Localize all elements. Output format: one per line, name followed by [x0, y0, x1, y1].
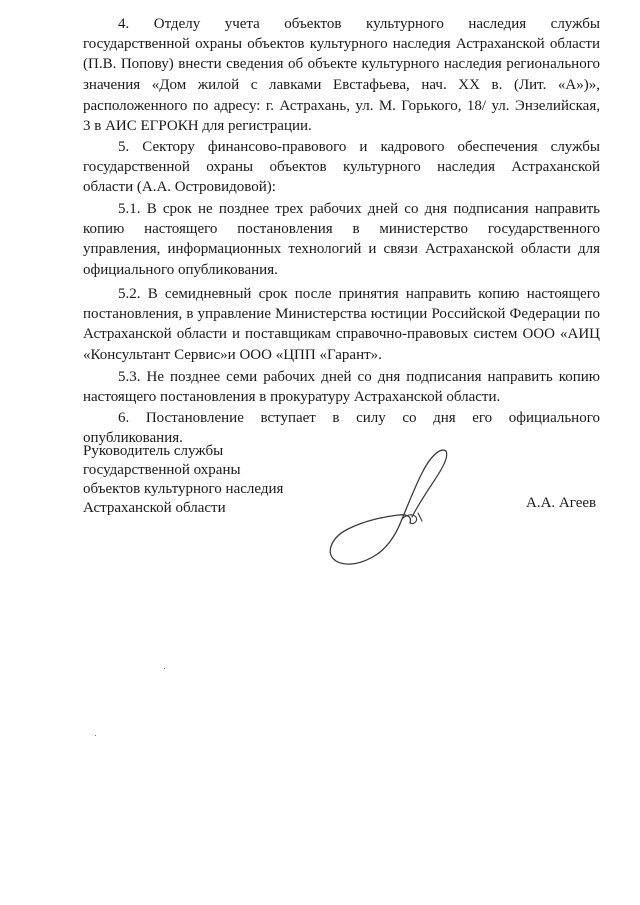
position-line: Руководитель службы — [83, 443, 224, 459]
text-line: 4. Отделу учета объектов культурного наследия службы — [118, 16, 600, 32]
position-line: Астраханской области — [83, 500, 226, 516]
text-line: постановления, в управление Министерства юстиции Российской Федерации по — [83, 306, 600, 322]
text-line: копию настоящего постановления в министерство государственного — [83, 221, 600, 237]
text-line: 5.1. В срок не позднее трех рабочих дней со дня подписания направить — [118, 201, 600, 217]
position-line: государственной охраны — [83, 462, 241, 478]
text-line: официального опубликования. — [83, 262, 278, 278]
position-line: объектов культурного наследия — [83, 481, 284, 497]
text-line: государственной охраны объектов культурного наследия Астраханской области — [83, 36, 600, 52]
text-line: настоящего постановления в прокуратуру Астраханской области. — [83, 389, 501, 405]
handwritten-signature — [318, 443, 458, 578]
text-line: 5.3. Не позднее семи рабочих дней со дня подписания направить копию — [118, 369, 600, 385]
text-line: 3 в АИС ЕГРОКН для регистрации. — [83, 118, 312, 134]
text-line: области (А.А. Островидовой): — [83, 179, 276, 195]
text-line: «Консультант Сервис»и ООО «ЦПП «Гарант». — [83, 347, 382, 363]
text-line: 5. Сектору финансово-правового и кадрового обеспечения службы — [118, 139, 600, 155]
text-line: государственной охраны объектов культурного наследия Астраханской — [83, 159, 600, 175]
text-line: Астраханской области и поставщикам справочно-правовых систем ООО «АИЦ — [83, 326, 600, 342]
text-line: 5.2. В семидневный срок после принятия направить копию настоящего — [118, 286, 600, 302]
text-line: расположенного по адресу: г. Астрахань, ул. М. Горького, 18/ ул. Энзелийская, — [83, 98, 600, 114]
signer-name: А.А. Агеев — [526, 495, 597, 511]
text-line: 6. Постановление вступает в силу со дня его официального — [118, 410, 600, 426]
text-line: (П.В. Попову) внести сведения об объекте культурного наследия регионального — [83, 56, 600, 72]
text-line: управления, информационных технологий и связи Астраханской области для — [83, 241, 600, 257]
scan-artifact — [95, 735, 96, 736]
text-line: опубликования. — [83, 430, 183, 446]
text-line: значения «Дом жилой с лавками Евстафьева, нач. XX в. (Лит. «А»)», — [83, 77, 600, 93]
scan-artifact — [164, 668, 165, 669]
signature-position — [83, 442, 283, 518]
